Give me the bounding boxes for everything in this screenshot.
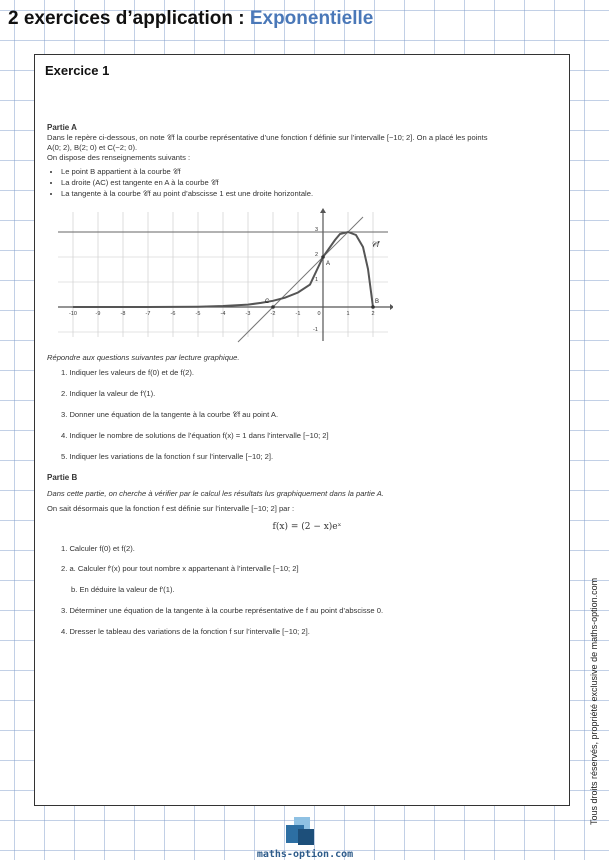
x-tick-labels <box>69 311 375 317</box>
x-tick-label: -1 <box>295 310 301 317</box>
exercise-card <box>34 54 570 806</box>
partA-intro-2: A(0; 2), B(2; 0) et C(−2; 0). <box>47 143 138 153</box>
x-tick-label: -2 <box>270 310 276 317</box>
question-item: 2. a. Calculer f′(x) pour tout nombre x appartenant à l’intervalle [−10; 2] <box>61 564 299 574</box>
question-item: 3. Donner une équation de la tangente à la courbe 𝒞f au point A. <box>61 410 279 420</box>
question-item: 3. Déterminer une équation de la tangente à la courbe représentative de f au point d’abscisse 0. <box>61 606 384 616</box>
partA-intro-1: Dans le repère ci-dessous, on note 𝒞f la courbe représentative d’une fonction f définie sur l’intervalle [−10; 2]. On a placé les points <box>47 133 488 143</box>
title-accent: Exponentielle <box>249 8 374 29</box>
point-B-marker <box>371 305 375 309</box>
partA-intro-3: On dispose des renseignements suivants : <box>47 153 191 163</box>
bullet-item: • La tangente à la courbe 𝒞f au point d’abscisse 1 est une droite horizontale. <box>61 189 567 199</box>
partB-questions <box>47 544 567 637</box>
partB-intro-1: Dans cette partie, on cherche à vérifier par le calcul les résultats lus graphiquement dans la partie A. <box>47 489 384 499</box>
tangent-line-AC <box>238 217 363 342</box>
y-tick-label: 3 <box>315 226 319 233</box>
y-tick-label: 1 <box>315 276 319 283</box>
x-tick-label: -6 <box>170 310 176 317</box>
site-logo-icon <box>278 815 322 851</box>
y-tick-label: 2 <box>315 251 319 258</box>
x-tick-label: 0 <box>317 310 321 317</box>
x-tick-label: -8 <box>120 310 126 317</box>
point-C-label: C <box>265 298 270 305</box>
question-item: 2. Indiquer la valeur de f′(1). <box>61 389 156 399</box>
x-tick-label: -5 <box>195 310 201 317</box>
x-tick-label: -9 <box>95 310 101 317</box>
question-item: 4. Indiquer le nombre de solutions de l’équation f(x) = 1 dans l’intervalle [−10; 2] <box>61 430 329 440</box>
point-B-label: B <box>375 298 380 305</box>
exercise-content <box>47 123 567 648</box>
partB-intro-2: On sait désormais que la fonction f est définie sur l’intervalle [−10; 2] par : <box>47 503 295 513</box>
partA-instruction: Répondre aux questions suivantes par lecture graphique. <box>47 352 240 362</box>
y-tick-label: -1 <box>313 326 318 333</box>
bullet-item: • Le point B appartient à la courbe 𝒞f <box>61 167 567 177</box>
question-item: 1. Indiquer les valeurs de f(0) et de f(2). <box>61 368 194 378</box>
x-tick-label: -3 <box>245 310 251 317</box>
copyright-notice: Tous droits réservés, propriété exclusive de maths-option.com <box>589 577 599 825</box>
y-axis-arrow <box>320 208 326 213</box>
point-C-marker <box>271 305 275 309</box>
function-formula: f(x) = (2 − x)eˣ <box>272 521 342 532</box>
page-title <box>8 8 373 30</box>
x-tick-label: -10 <box>69 310 77 317</box>
y-tick-labels <box>313 226 321 333</box>
site-logo-text: maths-option.com <box>256 849 354 860</box>
partA-questions <box>47 368 567 461</box>
x-tick-label: -7 <box>145 310 151 317</box>
x-axis-arrow <box>390 304 393 310</box>
curve-label: 𝒞f <box>371 239 380 249</box>
partB-heading: Partie B <box>47 472 78 482</box>
question-item: 5. Indiquer les variations de la fonction f sur l’intervalle [−10; 2]. <box>61 451 274 461</box>
point-A-marker <box>321 255 325 259</box>
bullet-item: • La droite (AC) est tangente en A à la courbe 𝒞f <box>61 178 567 188</box>
partA-heading: Partie A <box>47 123 77 132</box>
function-graph <box>53 207 393 347</box>
x-tick-label: 1 <box>346 310 350 317</box>
title-prefix: 2 exercices d’application : <box>8 8 250 29</box>
exercise-title: Exercice 1 <box>45 63 110 78</box>
point-A-label: A <box>326 260 331 267</box>
graph-svg <box>53 207 393 347</box>
question-item: 1. Calculer f(0) et f(2). <box>61 543 135 553</box>
graph-grid <box>58 212 388 337</box>
question-item: 4. Dresser le tableau des variations de la fonction f sur l’intervalle [−10; 2]. <box>61 626 310 636</box>
question-item: b. En déduire la valeur de f′(1). <box>71 585 175 595</box>
partA-bullets <box>61 167 567 199</box>
x-tick-label: 2 <box>371 310 375 317</box>
x-tick-label: -4 <box>220 310 226 317</box>
